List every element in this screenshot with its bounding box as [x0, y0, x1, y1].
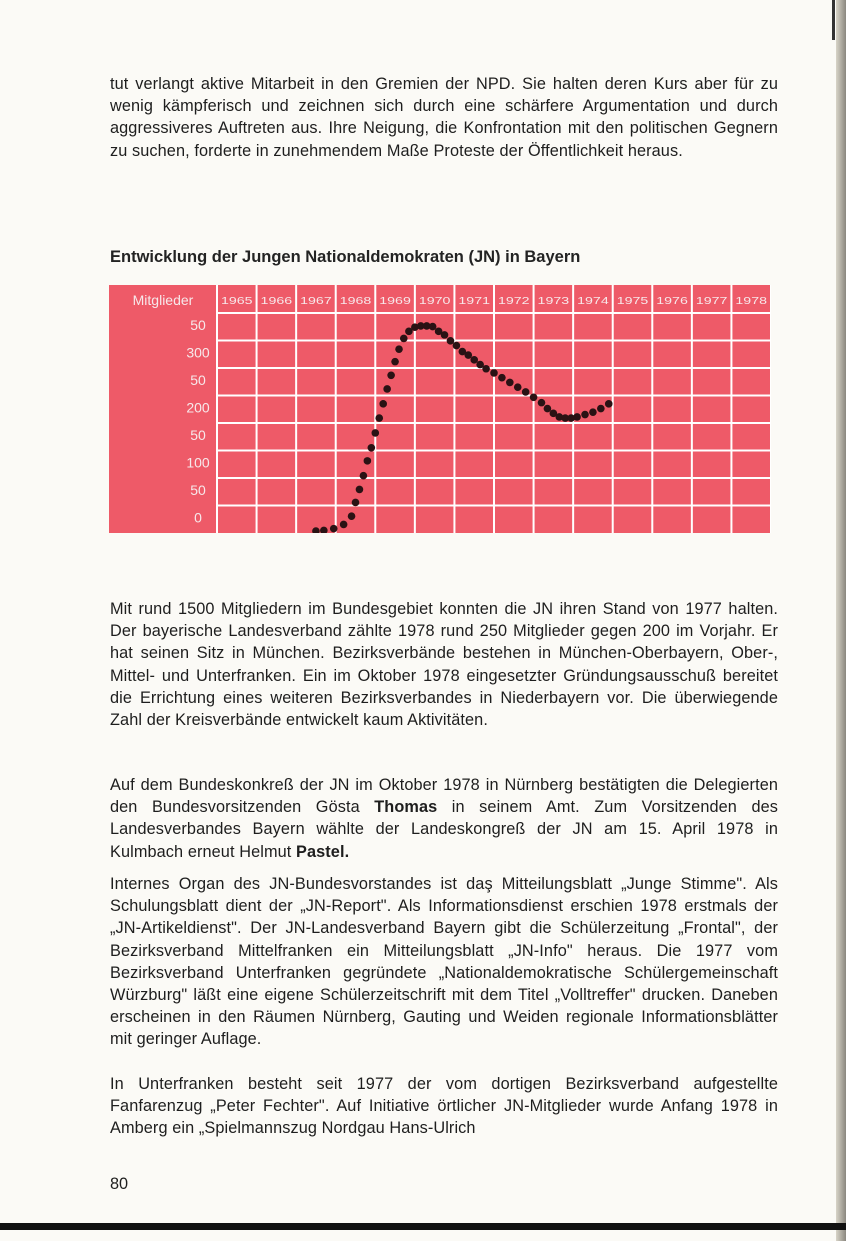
scan-margin-mark — [4, 62, 10, 76]
data-point — [490, 369, 498, 377]
year-tick-label: 1974 — [577, 296, 610, 307]
year-tick-label: 1967 — [300, 296, 333, 307]
data-point — [530, 393, 538, 401]
year-tick-label: 1978 — [735, 296, 768, 307]
y-tick-label: 50 — [190, 317, 206, 334]
data-point — [348, 512, 356, 520]
paragraph-congress-part2: in seinem Amt. Zum Vorsitzenden des Landesverbandes Bayern wählte der Landeskongreß der JN am 15. April 1978 in Kulmbach erneut Helmut — [110, 798, 779, 861]
data-point — [383, 385, 391, 393]
name-pastel: Pastel. — [296, 842, 350, 861]
data-point — [400, 335, 408, 343]
data-point — [605, 400, 613, 408]
y-tick-label: 50 — [190, 372, 206, 389]
paragraph-fanfare: In Unterfranken besteht seit 1977 der vom dortigen Bezirksverband aufgestellte Fanfarenzug „Peter Fechter". Auf Initiative örtlicher JN-Mitglieder wurde Anfang 1978 in Amberg ein „Spielmannszug Nordgau Hans-Ulrich — [110, 1075, 778, 1138]
data-point — [371, 429, 379, 437]
scan-edge-mark — [832, 0, 835, 40]
data-point — [395, 345, 403, 353]
data-point — [453, 342, 461, 350]
page-number: 80 — [110, 1175, 129, 1193]
data-point — [391, 358, 399, 366]
data-point — [589, 408, 597, 416]
data-point — [379, 400, 387, 408]
page-edge-shadow — [836, 0, 846, 1241]
year-tick-label: 1976 — [656, 296, 689, 307]
data-point — [340, 521, 348, 529]
data-point — [356, 486, 364, 494]
year-tick-label: 1969 — [379, 296, 412, 307]
y-axis-label: Mitglieder — [132, 292, 194, 308]
year-tick-label: 1966 — [260, 296, 293, 307]
year-tick-label: 1973 — [537, 296, 570, 307]
year-tick-label: 1968 — [339, 296, 372, 307]
data-point — [581, 411, 589, 419]
year-tick-label: 1970 — [418, 296, 452, 307]
chart-heading: Entwicklung der Jungen Nationaldemokraten (JN) in Bayern — [110, 248, 581, 266]
y-tick-label: 300 — [186, 344, 210, 361]
data-point — [522, 388, 530, 396]
bottom-scan-rule — [0, 1223, 846, 1230]
data-point — [506, 379, 514, 387]
data-point — [441, 331, 449, 339]
y-tick-label: 200 — [186, 399, 210, 416]
data-point — [368, 444, 376, 452]
y-tick-label: 50 — [190, 427, 206, 444]
data-point — [470, 356, 478, 364]
y-tick-label: 0 — [194, 509, 202, 526]
paragraph-membership: Mit rund 1500 Mitgliedern im Bundesgebiet konnten die JN ihren Stand von 1977 halten. Der bayerische Landesverband zählte 1978 rund 250 Mitglieder gegen 200 im Vorjahr. Er hat seinen Sitz in München. Bezirksverbände bestehen in München-Oberbayern, Ober-, Mittel- und Unterfranken. Ein im Oktober 1978 eingesetzter Gründungsausschuß bereitet die Errichtung eines weiteren Bezirksverbandes in Niederbayern vor. Die überwiegende Zahl der Kreisverbände entwickelt kaum Aktivitäten. — [110, 600, 778, 730]
data-point — [364, 457, 372, 465]
year-tick-label: 1965 — [221, 296, 254, 307]
paragraph-congress — [110, 774, 778, 863]
data-point — [330, 525, 338, 533]
data-point — [429, 323, 437, 331]
membership-chart — [109, 285, 771, 533]
data-point — [498, 374, 506, 382]
year-tick-label: 1975 — [616, 296, 649, 307]
data-point — [482, 365, 490, 373]
data-point — [447, 337, 455, 345]
name-thomas: Thomas — [374, 798, 438, 817]
data-point — [544, 405, 552, 413]
data-point — [597, 405, 605, 413]
paragraph-intro: tut verlangt aktive Mitarbeit in den Gremien der NPD. Sie halten deren Kurs aber für zu wenig kämpferisch und zeichnen sich durch eine schärfere Argumentation und durch aggressiveres Auftreten aus. Ihre Neigung, die Konfrontation mit den politischen Gegnern zu suchen, forderte in zunehmendem Maße Proteste der Öffentlichkeit heraus. — [110, 75, 778, 160]
year-tick-label: 1977 — [695, 296, 729, 307]
data-point — [352, 499, 360, 507]
data-point — [464, 351, 472, 359]
data-point — [538, 399, 546, 407]
y-tick-label: 100 — [186, 454, 210, 471]
year-tick-label: 1972 — [498, 296, 531, 307]
data-point — [573, 413, 581, 421]
year-tick-label: 1971 — [458, 296, 491, 307]
y-tick-label: 50 — [190, 482, 206, 499]
paragraph-congress-part1: Auf dem Bundeskonkreß der JN im Oktober 1978 in Nürnberg bestätigten die Delegierten den Bundesvorsitzenden Gösta — [110, 776, 778, 817]
data-point — [375, 414, 383, 422]
paragraph-publications: Internes Organ des JN-Bundesvorstandes ist daş Mitteilungsblatt „Junge Stimme". Als Schulungsblatt dient der „JN-Report". Als Informationsdienst erschien 1978 erstmals der „JN-Artikeldienst". Der JN-Landesverband Bayern gibt die Schülerzeitung „Frontal", der Bezirksverband Mittelfranken ein Mitteilungsblatt „JN-Info" heraus. Die 1977 vom Bezirksverband Unterfranken gegründete „Nationaldemokratische Schülergemeinschaft Würzburg" läßt eine eigene Schülerzeitschrift mit dem Titel „Volltreffer" drucken. Daneben erscheinen in den Räumen Nürnberg, Gauting und Weiden regionale Informationsblätter mit geringer Auflage. — [110, 875, 778, 1049]
data-point — [360, 472, 368, 480]
data-point — [387, 371, 395, 379]
data-point — [514, 383, 522, 391]
